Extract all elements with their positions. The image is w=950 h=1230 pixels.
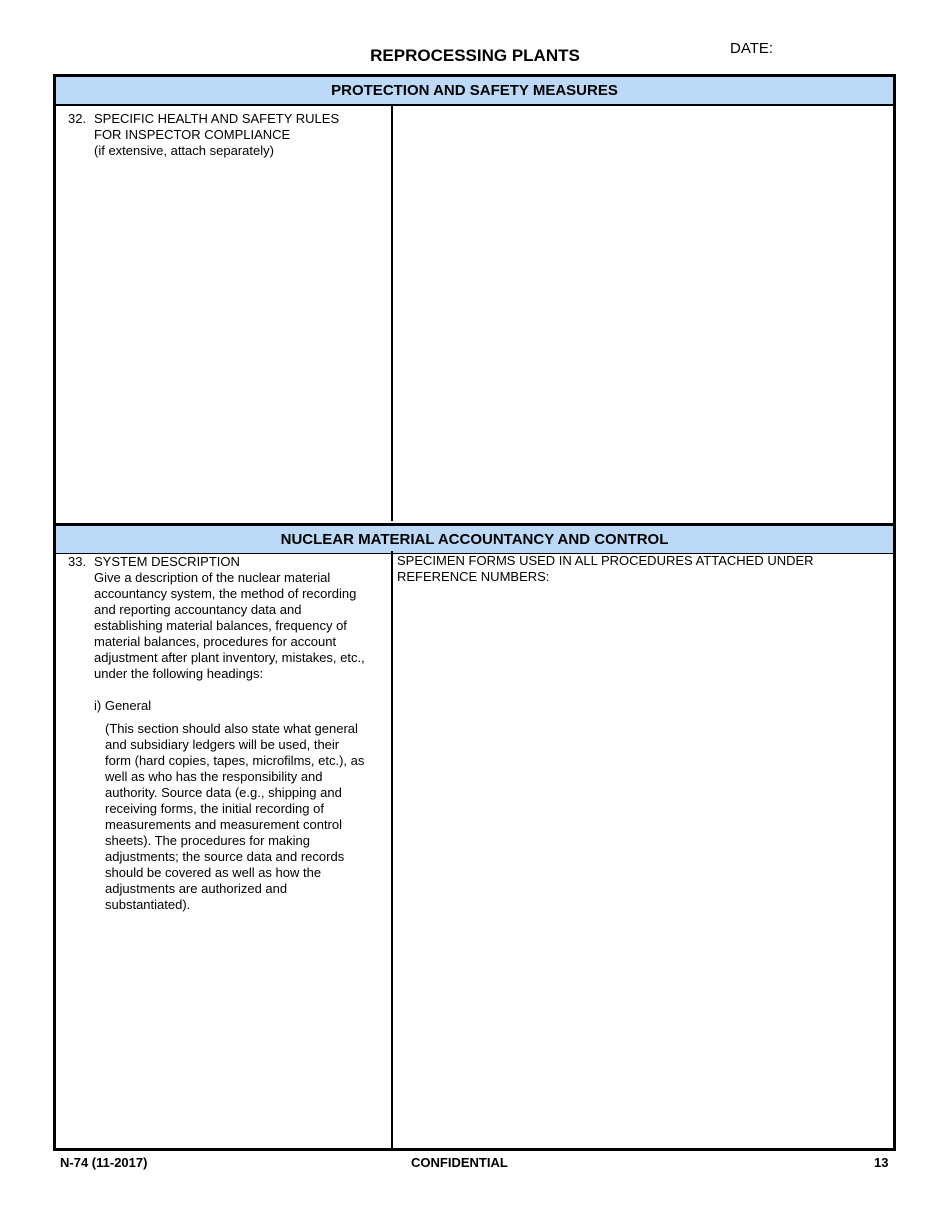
item-33-sub-line: adjustments are authorized and (105, 881, 288, 896)
item-33-sub-line: form (hard copies, tapes, microfilms, etc.), as (105, 753, 365, 768)
item-32-answer-field[interactable] (393, 106, 893, 521)
item-33-sub-line: (This section should also state what general (105, 721, 358, 736)
date-label: DATE: (730, 40, 774, 57)
page-number: 13 (874, 1155, 889, 1170)
item-33-desc-line: accountancy system, the method of recording (94, 586, 357, 601)
item-32-line: SPECIFIC HEALTH AND SAFETY RULES (94, 111, 340, 126)
item-32-line: FOR INSPECTOR COMPLIANCE (94, 127, 291, 142)
item-33-sub-line: well as who has the responsibility and (105, 769, 323, 784)
item-33-sub-line: substantiated). (105, 897, 191, 912)
item-33-desc-line: adjustment after plant inventory, mistakes, etc., (94, 650, 365, 665)
item-33-answer-field[interactable] (393, 551, 893, 1148)
item-33-desc-line: establishing material balances, frequency of (94, 618, 347, 633)
item-33-sub-line: sheets). The procedures for making (105, 833, 310, 848)
item-33-desc-line: material balances, procedures for account (94, 634, 337, 649)
specimen-forms-label: REFERENCE NUMBERS: (397, 569, 550, 584)
item-33-desc-line: under the following headings: (94, 666, 264, 681)
item-33-title: SYSTEM DESCRIPTION (94, 554, 240, 569)
page-title: REPROCESSING PLANTS (370, 46, 580, 65)
item-33-subheading: i) General (94, 698, 152, 713)
classification-label: CONFIDENTIAL (411, 1155, 508, 1170)
form-table (53, 74, 896, 1151)
section-heading-protection: PROTECTION AND SAFETY MEASURES (56, 77, 893, 106)
item-33-desc-line: Give a description of the nuclear material (94, 570, 331, 585)
item-33-sub-line: and subsidiary ledgers will be used, their (105, 737, 340, 752)
section-heading-accountancy: NUCLEAR MATERIAL ACCOUNTANCY AND CONTROL (56, 523, 893, 554)
item-33-sub-line: authority. Source data (e.g., shipping and (105, 785, 342, 800)
item-33-sub-line: measurements and measurement control (105, 817, 343, 832)
item-32-line: (if extensive, attach separately) (94, 143, 274, 158)
item-number: 32. (68, 111, 87, 126)
specimen-forms-label: SPECIMEN FORMS USED IN ALL PROCEDURES ATTACHED UNDER (397, 553, 814, 568)
item-33-sub-line: adjustments; the source data and records (105, 849, 345, 864)
form-id: N-74 (11-2017) (60, 1155, 148, 1170)
item-33-desc-line: and reporting accountancy data and (94, 602, 302, 617)
item-33-sub-line: should be covered as well as how the (105, 865, 322, 880)
item-33-sub-line: receiving forms, the initial recording of (105, 801, 324, 816)
item-number: 33. (68, 554, 87, 569)
